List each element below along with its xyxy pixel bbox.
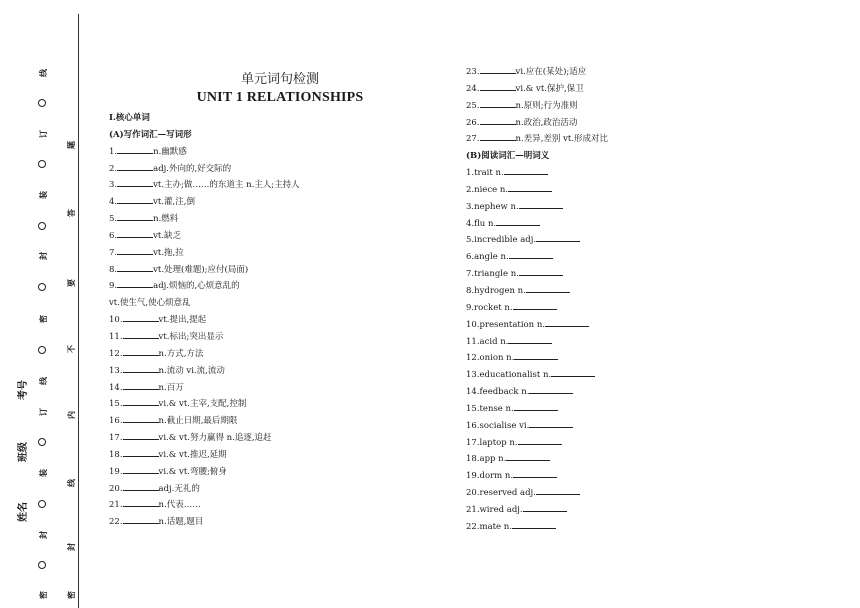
item-definition: vt.主办;做……的东道主 n.主人;主持人 (153, 180, 300, 191)
vocab-item (466, 98, 786, 115)
item-number: 11. (109, 331, 123, 342)
reading-vocab-item (466, 502, 786, 519)
vocab-item (109, 194, 439, 211)
item-definition: vt.提出,提起 (158, 315, 207, 326)
vocab-item (466, 81, 786, 98)
item-word: 9.rocket n. (466, 302, 513, 313)
item-definition: n.幽默感 (153, 146, 187, 157)
item-word: 7.triangle n. (466, 269, 519, 280)
vocab-item (109, 464, 439, 481)
item-definition: vt.灌,注,倒 (153, 197, 195, 208)
item-number: 26. (466, 117, 480, 128)
answer-blank[interactable] (117, 279, 153, 288)
writing-vocab-list-part2 (466, 64, 786, 148)
margin-note: 不 (66, 345, 76, 353)
vocab-item (109, 144, 439, 161)
answer-blank[interactable] (529, 385, 573, 394)
item-word: 15.tense n. (466, 403, 514, 414)
answer-blank[interactable] (117, 145, 153, 154)
margin-label: 密 (38, 315, 48, 323)
vocab-item (109, 380, 439, 397)
margin-circle (38, 99, 46, 107)
item-definition: n.燃料 (153, 214, 179, 225)
vocab-item (109, 514, 439, 531)
item-definition: n.方式,方法 (158, 348, 204, 359)
reading-vocab-item (466, 384, 786, 401)
item-word: 12.onion n. (466, 353, 515, 364)
answer-blank[interactable] (513, 469, 557, 478)
item-number: 15. (109, 399, 123, 410)
answer-blank[interactable] (123, 515, 159, 524)
item-word: 19.dorm n. (466, 471, 514, 482)
margin-label: 线 (38, 69, 48, 77)
item-definition: vi.& vt.主宰,支配,控制 (158, 399, 247, 410)
item-number: 21. (109, 500, 123, 511)
exam-number-field-label: 考号 (18, 380, 29, 400)
reading-vocab-item (466, 519, 786, 536)
margin-circle (38, 438, 46, 446)
vocab-item (109, 262, 439, 279)
vocab-item (109, 430, 439, 447)
answer-blank[interactable] (480, 65, 516, 74)
answer-blank[interactable] (496, 217, 540, 226)
binding-line (78, 14, 79, 608)
answer-blank[interactable] (117, 212, 153, 221)
answer-blank[interactable] (523, 503, 567, 512)
item-number: 27. (466, 134, 480, 145)
margin-label: 密 (38, 591, 48, 599)
margin-label: 封 (38, 531, 48, 539)
margin-label: 订 (38, 130, 48, 138)
answer-blank[interactable] (117, 229, 153, 238)
reading-vocab-item (466, 367, 786, 384)
item-word: 17.laptop n. (466, 437, 518, 448)
item-word: 5.incredible adj. (466, 235, 537, 246)
item-number: 7. (109, 247, 118, 258)
item-definition: n.代表…… (158, 500, 201, 511)
item-definition: vi.& vt.保护,保卫 (515, 83, 584, 94)
item-word: 11.acid n. (466, 336, 509, 347)
vocab-item (109, 329, 439, 346)
margin-circle (38, 346, 46, 354)
reading-vocab-item (466, 283, 786, 300)
reading-vocab-item (466, 249, 786, 266)
answer-blank[interactable] (512, 520, 556, 529)
item-definition: vi.& vt.弯腰;俯身 (158, 466, 227, 477)
margin-label: 线 (38, 377, 48, 385)
answer-blank[interactable] (117, 178, 153, 187)
answer-blank[interactable] (504, 166, 548, 175)
vocab-item (109, 211, 439, 228)
vocab-item (109, 278, 439, 295)
reading-vocab-item (466, 401, 786, 418)
item-number: 6. (109, 230, 118, 241)
answer-blank[interactable] (480, 132, 516, 141)
item-definition: n.百万 (158, 382, 184, 393)
reading-vocab-item (466, 435, 786, 452)
reading-vocab-item (466, 216, 786, 233)
page-title: 单元词句检测 (240, 72, 319, 87)
answer-blank[interactable] (123, 448, 159, 457)
vocab-item (109, 481, 439, 498)
binding-margin (0, 0, 95, 608)
answer-blank[interactable] (536, 233, 580, 242)
item-number: 24. (466, 83, 480, 94)
margin-note: 封 (66, 543, 76, 551)
answer-blank[interactable] (551, 368, 595, 377)
reading-vocab-item (466, 300, 786, 317)
writing-vocab-list-part1 (109, 144, 439, 531)
item-word: 22.mate n. (466, 521, 512, 532)
item-word: 14.feedback n. (466, 387, 530, 398)
answer-blank[interactable] (123, 465, 159, 474)
margin-note: 答 (66, 209, 76, 217)
item-number: 9. (109, 281, 118, 292)
item-definition: n.政治,政治活动 (515, 117, 578, 128)
item-number: 1. (109, 146, 118, 157)
item-definition: vi.& vt.推迟,延期 (158, 449, 227, 460)
answer-blank[interactable] (514, 402, 558, 411)
class-field-label: 班级 (18, 442, 29, 462)
item-word: 10.presentation n. (466, 319, 546, 330)
answer-blank[interactable] (117, 246, 153, 255)
answer-blank[interactable] (123, 482, 159, 491)
item-definition: vt.处理(难题);应付(局面) (153, 264, 249, 275)
margin-note: 密 (66, 591, 76, 599)
reading-vocab-item (466, 334, 786, 351)
answer-blank[interactable] (508, 183, 552, 192)
reading-vocab-item (466, 165, 786, 182)
margin-note: 内 (66, 411, 76, 419)
item-definition: adj.无礼的 (158, 483, 200, 494)
answer-blank[interactable] (506, 452, 550, 461)
vocab-item (109, 245, 439, 262)
answer-blank[interactable] (123, 381, 159, 390)
item-word: 4.flu n. (466, 218, 497, 229)
vocab-item (109, 295, 439, 312)
vocab-item (466, 115, 786, 132)
item-definition: vt.缺乏 (153, 230, 182, 241)
item-definition: vt.拖,拉 (153, 247, 184, 258)
item-definition: vi.& vt.努力赢得 n.追逐,追赶 (158, 433, 272, 444)
subsection-a-heading: (A)写作词汇—写词形 (109, 129, 192, 140)
reading-vocab-item (466, 485, 786, 502)
item-word: 8.hydrogen n. (466, 285, 526, 296)
vocab-item (109, 312, 439, 329)
vocab-item (109, 363, 439, 380)
answer-blank[interactable] (514, 351, 558, 360)
item-number: 4. (109, 197, 118, 208)
reading-vocab-item (466, 232, 786, 249)
margin-circle (38, 500, 46, 508)
item-definition: vt.使生气,使心烦意乱 (109, 298, 191, 309)
answer-blank[interactable] (518, 436, 562, 445)
margin-note: 要 (66, 279, 76, 287)
margin-circle (38, 561, 46, 569)
margin-note: 题 (66, 141, 76, 149)
unit-title: UNIT 1 RELATIONSHIPS (196, 90, 364, 105)
answer-blank[interactable] (123, 364, 159, 373)
answer-blank[interactable] (545, 318, 589, 327)
answer-blank[interactable] (123, 431, 159, 440)
item-number: 19. (109, 466, 123, 477)
item-number: 5. (109, 214, 118, 225)
reading-vocab-item (466, 317, 786, 334)
answer-blank[interactable] (513, 301, 557, 310)
answer-blank[interactable] (529, 419, 573, 428)
answer-blank[interactable] (117, 162, 153, 171)
item-number: 22. (109, 517, 123, 528)
item-number: 20. (109, 483, 123, 494)
answer-blank[interactable] (123, 414, 159, 423)
item-number: 10. (109, 315, 123, 326)
margin-note: 线 (66, 479, 76, 487)
answer-blank[interactable] (526, 284, 570, 293)
reading-vocab-item (466, 266, 786, 283)
answer-blank[interactable] (536, 486, 580, 495)
item-word: 16.socialise vi. (466, 420, 530, 431)
vocab-item (109, 447, 439, 464)
item-number: 13. (109, 365, 123, 376)
reading-vocab-item (466, 451, 786, 468)
vocab-item (466, 131, 786, 148)
reading-vocab-list (466, 165, 786, 536)
answer-blank[interactable] (123, 397, 159, 406)
item-word: 6.angle n. (466, 252, 509, 263)
answer-blank[interactable] (123, 347, 159, 356)
vocab-item (466, 64, 786, 81)
vocab-item (109, 228, 439, 245)
answer-blank[interactable] (509, 250, 553, 259)
margin-label: 封 (38, 252, 48, 260)
margin-circle (38, 283, 46, 291)
name-field-label: 姓名 (18, 502, 29, 522)
reading-vocab-item (466, 350, 786, 367)
answer-blank[interactable] (480, 82, 516, 91)
item-word: 20.reserved adj. (466, 488, 536, 499)
item-number: 14. (109, 382, 123, 393)
margin-label: 订 (38, 408, 48, 416)
answer-blank[interactable] (123, 313, 159, 322)
item-definition: n.流动 vi.流,流动 (158, 365, 225, 376)
vocab-item (109, 413, 439, 430)
reading-vocab-item (466, 199, 786, 216)
margin-label: 装 (38, 469, 48, 477)
item-definition: n.截止日期,最后期限 (158, 416, 238, 427)
section-heading: Ⅰ.核心单词 (109, 113, 150, 123)
answer-blank[interactable] (117, 195, 153, 204)
reading-vocab-item (466, 468, 786, 485)
vocab-item (109, 396, 439, 413)
subsection-b-heading: (B)阅读词汇—明词义 (466, 151, 550, 162)
item-number: 3. (109, 180, 118, 191)
item-definition: n.差异,差别 vt.形成对比 (515, 134, 609, 145)
item-number: 25. (466, 100, 480, 111)
item-definition: adj.烦恼的,心烦意乱的 (153, 281, 240, 292)
item-definition: n.话题,题目 (158, 517, 204, 528)
left-column (109, 110, 439, 531)
item-word: 13.educationalist n. (466, 370, 552, 381)
vocab-item (109, 161, 439, 178)
answer-blank[interactable] (480, 116, 516, 125)
item-number: 8. (109, 264, 118, 275)
item-number: 16. (109, 416, 123, 427)
vocab-item (109, 177, 439, 194)
vocab-item (109, 497, 439, 514)
reading-vocab-item (466, 418, 786, 435)
answer-blank[interactable] (508, 335, 552, 344)
item-number: 18. (109, 449, 123, 460)
right-column (466, 64, 786, 536)
answer-blank[interactable] (519, 267, 563, 276)
answer-blank[interactable] (117, 263, 153, 272)
margin-label: 装 (38, 191, 48, 199)
item-definition: n.原则;行为准则 (515, 100, 578, 111)
item-word: 21.wired adj. (466, 504, 523, 515)
answer-blank[interactable] (123, 498, 159, 507)
item-number: 12. (109, 348, 123, 359)
item-word: 1.trait n. (466, 168, 504, 179)
item-word: 18.app n. (466, 454, 507, 465)
item-definition: vi.应在(某处);适应 (515, 67, 587, 77)
reading-vocab-item (466, 182, 786, 199)
item-word: 2.niece n. (466, 184, 509, 195)
item-number: 17. (109, 433, 123, 444)
vocab-item (109, 346, 439, 363)
answer-blank[interactable] (123, 330, 159, 339)
answer-blank[interactable] (480, 99, 516, 108)
answer-blank[interactable] (519, 200, 563, 209)
item-definition: adj.外向的,好交际的 (153, 163, 232, 174)
item-number: 23. (466, 67, 480, 77)
item-word: 3.nephew n. (466, 201, 519, 212)
margin-circle (38, 222, 46, 230)
item-definition: vt.标出;突出显示 (158, 331, 224, 342)
item-number: 2. (109, 163, 118, 174)
margin-circle (38, 160, 46, 168)
